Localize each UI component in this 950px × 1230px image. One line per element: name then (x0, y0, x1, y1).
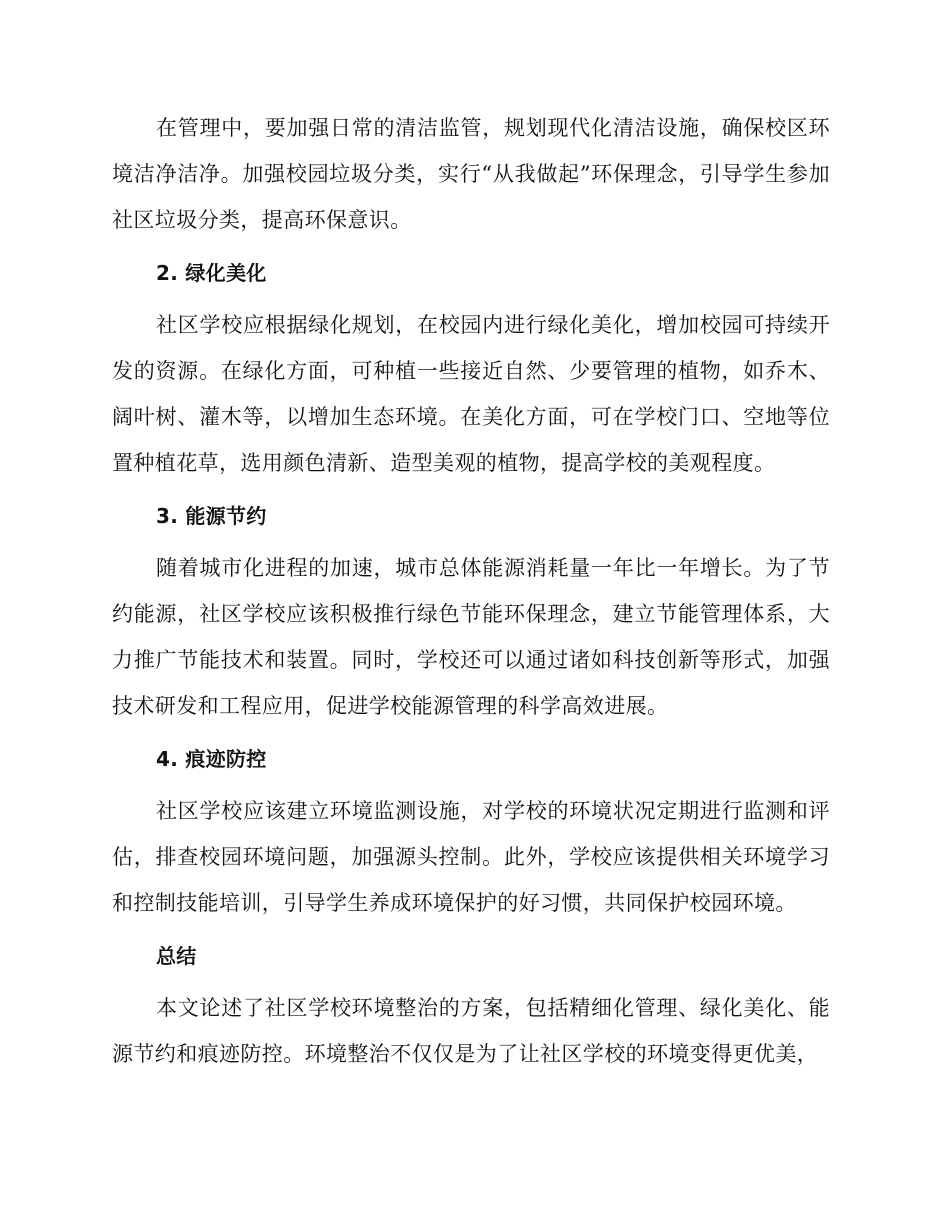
heading-energy-saving: 3. 能源节约 (156, 504, 267, 528)
heading-summary: 总结 (156, 944, 197, 968)
paragraph-summary: 本文论述了社区学校环境整治的方案，包括精细化管理、绿化美化、能源节约和痕迹防控。环境整治不仅仅是为了让社区学校的环境变得更优美， (112, 996, 830, 1066)
paragraph-trace-control: 社区学校应该建立环境监测设施，对学校的环境状况定期进行监测和评估，排查校园环境问题，加强源头控制。此外，学校应该提供相关环境学习和控制技能培训，引导学生养成环境保护的好习惯，共同保护校园环境。 (112, 799, 830, 915)
paragraph-energy-saving: 随着城市化进程的加速，城市总体能源消耗量一年比一年增长。为了节约能源，社区学校应该积极推行绿色节能环保理念，建立节能管理体系，大力推广节能技术和装置。同时，学校还可以通过诸如科技创新等形式，加强技术研发和工程应用，促进学校能源管理的科学高效进展。 (112, 556, 830, 718)
paragraph-greening: 社区学校应根据绿化规划，在校园内进行绿化美化，增加校园可持续开发的资源。在绿化方面，可种植一些接近自然、少要管理的植物，如乔木、阔叶树、灌木等，以增加生态环境。在美化方面，可在学校门口、空地等位置种植花草，选用颜色清新、造型美观的植物，提高学校的美观程度。 (112, 313, 830, 475)
heading-greening: 2. 绿化美化 (156, 261, 267, 285)
paragraph-cleaning-management: 在管理中，要加强日常的清洁监管，规划现代化清洁设施，确保校区环境洁净洁净。加强校园垃圾分类，实行“从我做起”环保理念，引导学生参加社区垃圾分类，提高环保意识。 (112, 116, 830, 232)
heading-trace-control: 4. 痕迹防控 (156, 747, 267, 771)
document-body (112, 105, 830, 1077)
